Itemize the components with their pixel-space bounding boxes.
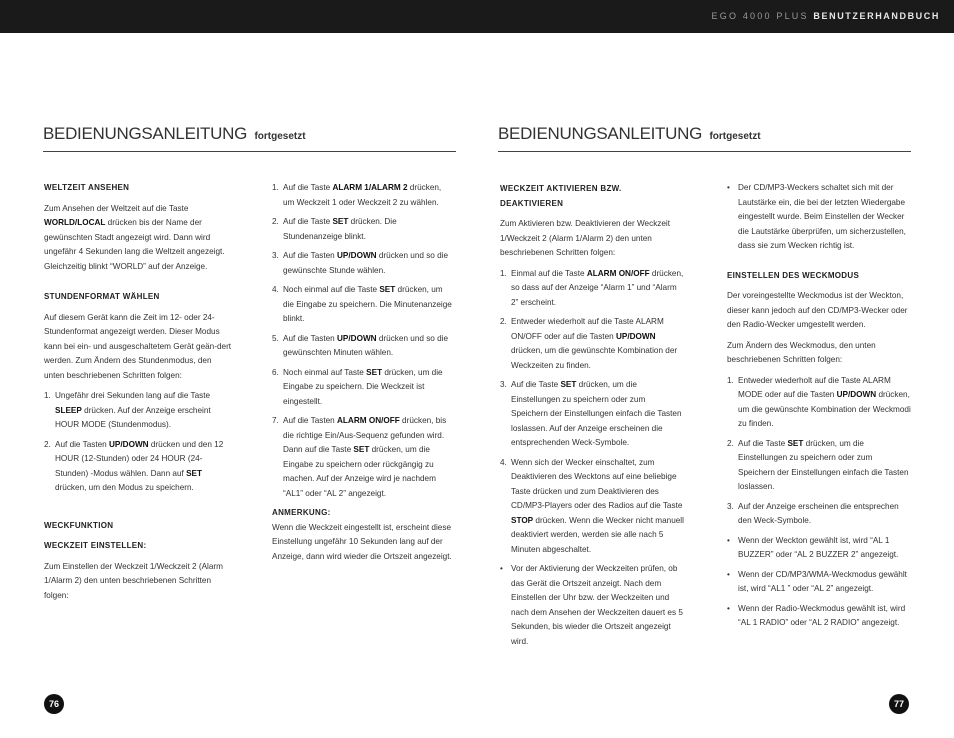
note-title: ANMERKUNG: — [272, 508, 331, 517]
text-span: Auf der Anzeige erscheinen die entsprechen den Weck-Symbole. — [738, 501, 899, 525]
text-span: drücken, um Weckzeit 1 oder Weckzeit 2 zu wählen. — [283, 183, 442, 207]
section-weckmodus-body-1: Der voreingestellte Weckmodus ist der Weckton, dieser kann jedoch auf den CD/MP3-Wecker oder den Radio-Wecker umgestellt werden. — [727, 291, 908, 329]
text-span: Auf die Taste — [738, 438, 788, 448]
text-span: Zum Ansehen der Weltzeit auf die Taste — [44, 203, 189, 213]
list-item — [727, 602, 911, 631]
text-span: Auf die Tasten — [55, 439, 110, 449]
weckmodus-bullets — [727, 534, 911, 631]
list-number: 3. — [272, 251, 279, 260]
key-label: UP/DOWN — [109, 439, 149, 449]
text-span: Vor der Aktivierung der Weckzeiten prüfen, ob das Gerät die Ortszeit anzeigt. Nach dem Einstellen der Uhr bzw. der Weckzeiten und nach dem Ansehen der Weckzeiten dauert es 5 Sekunden, bis wieder die Ortszeit angezeigt wird. — [511, 564, 683, 646]
list-item — [500, 378, 684, 451]
section-weckzeit-einstellen-title: WECKZEIT EINSTELLEN: — [44, 541, 147, 550]
list-number: 2. — [44, 439, 51, 449]
list-number: 3. — [500, 380, 507, 389]
key-label: UP/DOWN — [615, 331, 656, 341]
key-label: UP/DOWN — [337, 333, 377, 343]
key-label: SET — [186, 468, 203, 478]
header-handbook: BENUTZERHANDBUCH — [813, 11, 940, 21]
right-column-1 — [500, 181, 684, 654]
list-number: 2. — [500, 317, 507, 326]
key-label: SLEEP — [55, 405, 82, 415]
bullet-marker: • — [727, 535, 730, 545]
key-label: ALARM ON/OFF — [337, 416, 400, 425]
text-span: Noch einmal auf die Taste — [283, 285, 380, 294]
text-span: Noch einmal auf Taste — [283, 367, 367, 377]
list-item — [272, 181, 454, 210]
key-label: SET — [379, 285, 396, 294]
list-item — [272, 332, 454, 361]
section-aktivieren-title: WECKZEIT AKTIVIEREN BZW. DEAKTIVIEREN — [500, 184, 622, 208]
left-heading-main: BEDIENUNGSANLEITUNG — [43, 124, 248, 143]
stundenformat-steps — [44, 389, 234, 496]
list-item — [44, 389, 234, 433]
cd-bullets — [727, 181, 911, 254]
text-span: drücken. Wenn die Wecker nicht manuell deaktiviert werden, werden sie alle nach 5 Minuten abgeschaltet. — [511, 515, 684, 554]
left-column-1 — [44, 181, 234, 609]
list-item — [272, 414, 454, 501]
list-item — [272, 283, 454, 327]
text-span: drücken, so dass auf der Anzeige “Alarm 1” und “Alarm 2” erscheint. — [511, 268, 684, 307]
text-span: drücken, um die Eingabe zu speichern. Die Weckzeit ist eingestellt. — [283, 367, 443, 406]
spacer — [727, 259, 911, 269]
text-span: Wenn sich der Wecker einschaltet, zum Deaktivieren des Wecktons auf eine beliebige Taste drücken und zum Deaktivieren des CD/MP3-Players oder des Radios auf die Taste — [511, 457, 683, 510]
list-number: 1. — [500, 268, 507, 278]
list-item — [272, 366, 454, 410]
text-span: Einmal auf die Taste — [511, 268, 587, 278]
bullet-marker: • — [727, 603, 730, 613]
key-label: SET — [366, 367, 383, 377]
list-number: 3. — [727, 501, 734, 511]
list-number: 4. — [500, 457, 507, 467]
text-span: drücken, um den Modus zu speichern. — [55, 483, 194, 492]
key-label: ALARM ON/OFF — [586, 268, 650, 278]
list-number: 2. — [272, 217, 279, 226]
section-stundenformat-title: STUNDENFORMAT WÄHLEN — [44, 292, 160, 301]
text-span: drücken und den 12 HOUR (12-Stunden) oder 24 HOUR (24-Stunden) -Modus wählen. Dann auf — [55, 439, 224, 478]
section-aktivieren-intro: Zum Aktivieren bzw. Deaktivieren der Weckzeit 1/Weckzeit 2 (Alarm 1/Alarm 2) den unten beschriebenen Schritten folgen: — [500, 219, 671, 257]
list-number: 4. — [272, 285, 279, 294]
weckzeit-steps — [272, 181, 454, 409]
text-span: drücken. Die Stundenanzeige blinkt. — [283, 217, 397, 241]
list-number: 1. — [44, 391, 51, 400]
list-number: 6. — [272, 367, 279, 377]
list-item — [727, 568, 911, 597]
text-span: drücken und so die gewünschten Minuten wählen. — [283, 333, 449, 357]
bullet-marker: • — [500, 564, 503, 573]
bullet-marker: • — [727, 569, 730, 579]
list-item — [727, 534, 911, 563]
left-column-2 — [272, 181, 454, 570]
right-heading-sub: fortgesetzt — [709, 131, 761, 142]
key-label: SET — [787, 438, 804, 448]
right-page-heading — [498, 124, 761, 144]
key-label: WORLD/LOCAL — [44, 218, 106, 227]
list-item — [727, 181, 911, 254]
text-span: drücken. Auf der Anzeige erscheint HOUR MODE (Stundenmodus). — [55, 405, 211, 429]
page-number-left: 76 — [44, 694, 64, 714]
key-label: SET — [332, 217, 349, 226]
list-number: 5. — [272, 333, 279, 343]
left-heading-sub: fortgesetzt — [254, 131, 306, 142]
text-span: drücken, um die gewünschte Kombination der Weckmodi zu finden. — [738, 390, 911, 428]
list-item — [500, 315, 684, 373]
header-bar — [0, 0, 954, 33]
text-span: drücken, um die Eingabe zu speichern oder rückgängig zu machen. Auf der Anzeige wird je nachdem “AL1” oder “AL 2” angezeigt. — [283, 445, 436, 498]
header-brand: EGO 4000 PLUS — [711, 11, 809, 21]
text-span: drücken, um die Einstellungen zu speichern oder zum Speichern der Einstellungen einfach die Tasten loslassen. — [738, 438, 909, 491]
list-item — [500, 456, 684, 558]
text-span: Auf die Taste — [283, 217, 333, 226]
list-item — [727, 500, 911, 529]
list-item — [272, 215, 454, 244]
section-weckzeit-einstellen-body: Zum Einstellen der Weckzeit 1/Weckzeit 2 (Alarm 1/Alarm 2) den unten beschriebenen Schritten folgen: — [44, 561, 223, 600]
list-item — [500, 267, 684, 311]
text-span: Auf die Tasten — [283, 333, 338, 343]
section-weltzeit-title: WELTZEIT ANSEHEN — [44, 183, 130, 192]
section-weltzeit-body — [44, 202, 234, 275]
right-heading-main: BEDIENUNGSANLEITUNG — [498, 124, 703, 143]
weckzeit-step-7 — [272, 414, 454, 501]
text-span: Auf die Taste — [283, 183, 333, 192]
aktivieren-steps — [500, 267, 684, 558]
right-column-2 — [727, 181, 911, 636]
text-span: drücken, um die Eingabe zu speichern. Die Minutenanzeige blinkt. — [283, 285, 452, 323]
text-span: Wenn der Weckton gewählt ist, wird “AL 1 BUZZER” oder “AL 2 BUZZER 2” angezeigt. — [738, 535, 899, 559]
left-heading-rule — [43, 151, 456, 152]
text-span: Entweder wiederholt auf die Taste ALARM MODE oder auf die Tasten — [738, 375, 891, 399]
text-span: Auf die Taste — [511, 380, 561, 389]
list-item — [44, 438, 234, 496]
list-number: 2. — [727, 438, 734, 448]
section-stundenformat-body: Auf diesem Gerät kann die Zeit im 12- oder 24-Stundenformat angezeigt werden. Dieser Modus kann bei ein- und ausgeschaltetem Gerät geän-dert werden. Zum Ändern des Stundenmodus, den unten beschriebenen Schritten folgen: — [44, 312, 232, 380]
text-span: Wenn der CD/MP3/WMA-Weckmodus gewählt ist, wird “AL1 ” oder “AL 2” angezeigt. — [738, 569, 907, 593]
text-span: Wenn der Radio-Weckmodus gewählt ist, wird “AL 1 RADIO” oder “AL 2 RADIO” angezeigt. — [738, 603, 906, 627]
bullet-marker: • — [727, 183, 730, 192]
weckmodus-steps — [727, 374, 911, 529]
text-span: Entweder wiederholt auf die Taste ALARM ON/OFF oder auf die Tasten — [511, 317, 664, 341]
text-span: Der CD/MP3-Weckers schaltet sich mit der Lautstärke ein, die bei der letzten Wiedergabe eingestellt wurde. Beim Einstellen der Wecker die Lautstärke überprüfen, um sicherzustellen, dass sie zum Wecken richtig ist. — [738, 183, 906, 250]
text-span: drücken, bis die richtige Ein/Aus-Sequenz gefunden wird. Dann auf die Taste — [283, 416, 447, 454]
list-number: 1. — [272, 183, 279, 192]
text-span: drücken bis der Name der gewünschten Stadt angezeigt wird. Dann wird ungefähr 4 Sekunden lang die Weltzeit angezeigt. Gleichzeitig blinkt “WORLD” auf der Anzeige. — [44, 218, 225, 271]
key-label: UP/DOWN — [337, 251, 377, 260]
text-span: Auf die Tasten — [283, 416, 338, 425]
list-number: 1. — [727, 375, 734, 385]
list-number: 7. — [272, 416, 279, 425]
key-label: ALARM 1/ALARM 2 — [332, 183, 408, 192]
page-number-right: 77 — [889, 694, 909, 714]
list-item — [727, 374, 911, 432]
text-span: Ungefähr drei Sekunden lang auf die Taste — [55, 391, 211, 400]
header-title — [712, 11, 940, 21]
spacer — [44, 280, 234, 290]
spacer — [44, 501, 234, 519]
list-item — [727, 437, 911, 495]
text-span: drücken, um die Einstellungen zu speichern oder zum Speichern der Einstellungen einfach die Tasten loslassen. Auf der Anzeige erscheinen die entsprechenden Weck-Symbole. — [511, 380, 682, 447]
text-span: Auf die Tasten — [283, 251, 338, 260]
left-page-heading — [43, 124, 306, 144]
list-item — [272, 249, 454, 278]
key-label: UP/DOWN — [836, 390, 877, 399]
text-span: drücken, um die gewünschte Kombination der Weckzeiten zu finden. — [511, 346, 678, 370]
text-span: drücken und so die gewünschte Stunde wählen. — [283, 251, 449, 275]
note-body: Wenn die Weckzeit eingestellt ist, erscheint diese Einstellung ungefähr 10 Sekunden lang auf der Anzeige, dann wird wieder die Ortszeit angezeigt. — [272, 522, 452, 561]
section-weckfunktion-title: WECKFUNKTION — [44, 520, 114, 530]
section-weckmodus-body-2: Zum Ändern des Weckmodus, den unten beschriebenen Schritten folgen: — [727, 340, 876, 364]
key-label: SET — [560, 380, 577, 389]
right-heading-rule — [498, 151, 911, 152]
aktivieren-bullets — [500, 562, 684, 649]
section-weckmodus-title: EINSTELLEN DES WECKMODUS — [727, 270, 860, 280]
list-item — [500, 562, 684, 649]
key-label: STOP — [511, 515, 534, 525]
key-label: SET — [353, 445, 370, 454]
